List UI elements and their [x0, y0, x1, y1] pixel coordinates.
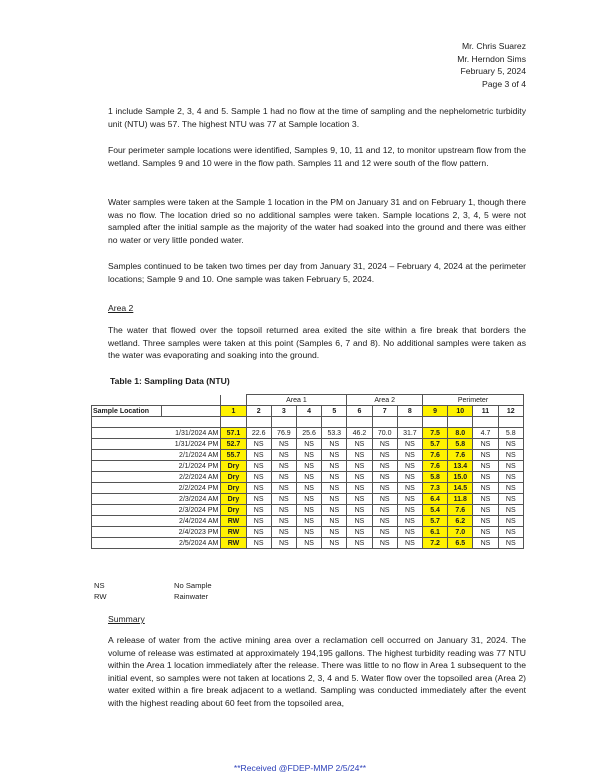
cell-sample-3: NS — [271, 538, 296, 549]
table-column-header-row — [92, 406, 524, 417]
cell-sample-3: NS — [271, 516, 296, 527]
sampling-data-table — [91, 394, 524, 549]
cell-sample-4: NS — [296, 494, 321, 505]
cell-sample-5: NS — [322, 527, 347, 538]
row-date-time: 2/1/2024 AM — [162, 450, 221, 461]
cell-sample-11: NS — [473, 483, 498, 494]
cell-sample-12: NS — [498, 483, 523, 494]
cell-sample-2: NS — [246, 527, 271, 538]
table-row — [92, 439, 524, 450]
cell-sample-9: 6.4 — [422, 494, 447, 505]
cell-sample-1: 57.1 — [221, 428, 246, 439]
row-date-time: 2/2/2024 AM — [162, 472, 221, 483]
column-header-10: 10 — [448, 406, 473, 417]
row-date-time: 2/5/2024 AM — [162, 538, 221, 549]
cell-sample-12: NS — [498, 472, 523, 483]
cell-sample-10: 13.4 — [448, 461, 473, 472]
cell-sample-1: RW — [221, 516, 246, 527]
cell-sample-11: NS — [473, 461, 498, 472]
cell-sample-3: NS — [271, 483, 296, 494]
cell-sample-9: 5.7 — [422, 516, 447, 527]
cell-sample-9: 7.2 — [422, 538, 447, 549]
cell-sample-5: NS — [322, 461, 347, 472]
cell-sample-9: 7.6 — [422, 450, 447, 461]
cell-sample-12: NS — [498, 439, 523, 450]
legend-rw-value: Rainwater — [174, 592, 209, 601]
table-row — [92, 527, 524, 538]
cell-sample-7: 70.0 — [372, 428, 397, 439]
table-caption: Table 1: Sampling Data (NTU) — [110, 376, 230, 386]
cell-sample-9: 5.8 — [422, 472, 447, 483]
cell-sample-5: NS — [322, 494, 347, 505]
cell-sample-2: NS — [246, 483, 271, 494]
paragraph-1: 1 include Sample 2, 3, 4 and 5. Sample 1 had no flow at the time of sampling and the nephelometric turbidity unit (NTU) was 57. The highest NTU was 77 at Sample location 3. — [108, 106, 526, 129]
cell-sample-11: NS — [473, 538, 498, 549]
paragraph-5: The water that flowed over the topsoil returned area exited the site within a fire break that borders the wetland. Three samples were taken at this point (Samples 6, 7 and 8). No additional samples were taken as the water was evaporating and soaking into the ground. — [108, 325, 526, 361]
table-row — [92, 450, 524, 461]
cell-sample-6: NS — [347, 494, 372, 505]
cell-sample-5: NS — [322, 538, 347, 549]
cell-sample-4: NS — [296, 461, 321, 472]
cell-sample-3: NS — [271, 505, 296, 516]
paragraph-3: Water samples were taken at the Sample 1 location in the PM on January 31 and on February 1, though there was no flow. The location dried so no additional samples were taken. Sample locations 2, 3, 4, 5 were not sampled after the initial sample as the majority of the water had soaked into the ground and there was either no water or very little ponded water. — [108, 197, 526, 245]
cell-sample-10: 5.8 — [448, 439, 473, 450]
cell-sample-8: NS — [397, 483, 422, 494]
column-header-3: 3 — [271, 406, 296, 417]
cell-sample-2: 22.6 — [246, 428, 271, 439]
cell-sample-3: NS — [271, 494, 296, 505]
letter-header — [457, 40, 526, 90]
cell-sample-12: NS — [498, 505, 523, 516]
row-date-time: 2/3/2024 PM — [162, 505, 221, 516]
cell-sample-2: NS — [246, 450, 271, 461]
cell-sample-1: Dry — [221, 505, 246, 516]
cell-sample-10: 6.2 — [448, 516, 473, 527]
column-header-2: 2 — [246, 406, 271, 417]
row-spacer-cell — [92, 450, 162, 461]
table-row — [92, 538, 524, 549]
cell-sample-6: NS — [347, 527, 372, 538]
row-date-time: 2/4/2023 PM — [162, 527, 221, 538]
cell-sample-12: NS — [498, 527, 523, 538]
cell-sample-3: NS — [271, 439, 296, 450]
cell-sample-11: NS — [473, 516, 498, 527]
row-date-time: 2/4/2024 AM — [162, 516, 221, 527]
row-date-time: 2/1/2024 PM — [162, 461, 221, 472]
row-spacer-cell — [92, 439, 162, 450]
cell-sample-10: 7.0 — [448, 527, 473, 538]
cell-sample-6: NS — [347, 483, 372, 494]
cell-sample-2: NS — [246, 439, 271, 450]
table-row — [92, 472, 524, 483]
cell-sample-3: 76.9 — [271, 428, 296, 439]
column-header-8: 8 — [397, 406, 422, 417]
cell-sample-5: NS — [322, 472, 347, 483]
paragraph-2: Four perimeter sample locations were identified, Samples 9, 10, 11 and 12, to monitor upstream flow from the wetland. Samples 9 and 10 were in the flow path. Samples 11 and 12 were south of the flow pattern. — [108, 145, 526, 168]
cell-sample-8: NS — [397, 516, 422, 527]
cell-sample-8: NS — [397, 450, 422, 461]
cell-sample-2: NS — [246, 516, 271, 527]
cell-sample-7: NS — [372, 439, 397, 450]
cell-sample-5: NS — [322, 505, 347, 516]
cell-sample-2: NS — [246, 505, 271, 516]
cell-sample-6: NS — [347, 439, 372, 450]
cell-sample-9: 6.1 — [422, 527, 447, 538]
recipient-2: Mr. Herndon Sims — [457, 53, 526, 64]
cell-sample-6: 46.2 — [347, 428, 372, 439]
row-spacer-cell — [92, 516, 162, 527]
cell-sample-7: NS — [372, 494, 397, 505]
cell-sample-7: NS — [372, 516, 397, 527]
row-spacer-cell — [92, 527, 162, 538]
cell-sample-2: NS — [246, 494, 271, 505]
paragraph-4: Samples continued to be taken two times per day from January 31, 2024 – February 4, 2024 at the perimeter locations; Sample 9 and 10. One sample was taken February 5, 2024. — [108, 261, 526, 284]
cell-sample-5: NS — [322, 439, 347, 450]
cell-sample-8: NS — [397, 538, 422, 549]
cell-sample-7: NS — [372, 461, 397, 472]
column-header-12: 12 — [498, 406, 523, 417]
row-date-time: 2/2/2024 PM — [162, 483, 221, 494]
cell-sample-1: Dry — [221, 461, 246, 472]
cell-sample-12: 5.8 — [498, 428, 523, 439]
cell-sample-10: 6.5 — [448, 538, 473, 549]
column-header-6: 6 — [347, 406, 372, 417]
cell-sample-7: NS — [372, 483, 397, 494]
row-spacer-cell — [92, 461, 162, 472]
row-spacer-cell — [92, 483, 162, 494]
row-spacer-cell — [92, 494, 162, 505]
cell-sample-3: NS — [271, 527, 296, 538]
table-spacer-row — [92, 417, 524, 428]
cell-sample-5: 53.3 — [322, 428, 347, 439]
cell-sample-6: NS — [347, 538, 372, 549]
cell-sample-6: NS — [347, 472, 372, 483]
column-header-4: 4 — [296, 406, 321, 417]
column-header-11: 11 — [473, 406, 498, 417]
area-2-header: Area 2 — [347, 395, 423, 406]
cell-sample-4: NS — [296, 450, 321, 461]
column-header-9: 9 — [422, 406, 447, 417]
cell-sample-2: NS — [246, 538, 271, 549]
cell-sample-8: NS — [397, 505, 422, 516]
sample-location-label: Sample Location — [92, 406, 162, 417]
cell-sample-10: 14.5 — [448, 483, 473, 494]
cell-sample-11: NS — [473, 527, 498, 538]
summary-paragraph: A release of water from the active mining area over a reclamation cell occurred on January 31, 2024. The volume of release was estimated at approximately 194,195 gallons. The highest turbidity reading was 77 NTU within the Area 1 location immediately after the release. There was little to no flow in Area 1 subsequent to the initial event, so samples were not taken at locations 2, 3, 4 and 5. Water flow over the topsoiled area (Area 2) water exited within a fire break adjacent to a wetland. Sampling was conducted immediately after the event with the highest reading about 60 feet from the topsoiled area, — [108, 635, 526, 708]
cell-sample-1: 52.7 — [221, 439, 246, 450]
area-1-header: Area 1 — [246, 395, 347, 406]
cell-sample-4: NS — [296, 505, 321, 516]
column-header-7: 7 — [372, 406, 397, 417]
received-stamp: **Received @FDEP-MMP 2/5/24** — [233, 763, 367, 773]
cell-sample-6: NS — [347, 461, 372, 472]
cell-sample-9: 5.4 — [422, 505, 447, 516]
cell-sample-3: NS — [271, 472, 296, 483]
page-number: Page 3 of 4 — [482, 78, 526, 89]
row-date-time: 2/3/2024 AM — [162, 494, 221, 505]
area-2-heading: Area 2 — [108, 303, 134, 313]
column-header-1: 1 — [221, 406, 246, 417]
summary-heading: Summary — [108, 614, 145, 624]
cell-sample-6: NS — [347, 516, 372, 527]
perimeter-header: Perimeter — [422, 395, 523, 406]
cell-sample-6: NS — [347, 450, 372, 461]
cell-sample-10: 11.8 — [448, 494, 473, 505]
cell-sample-12: NS — [498, 450, 523, 461]
cell-sample-1: Dry — [221, 483, 246, 494]
row-date-time: 1/31/2024 PM — [162, 439, 221, 450]
cell-sample-4: NS — [296, 439, 321, 450]
cell-sample-5: NS — [322, 450, 347, 461]
table-row — [92, 428, 524, 439]
cell-sample-11: 4.7 — [473, 428, 498, 439]
cell-sample-11: NS — [473, 439, 498, 450]
cell-sample-4: NS — [296, 472, 321, 483]
cell-sample-8: 31.7 — [397, 428, 422, 439]
table-group-header-row — [92, 395, 524, 406]
cell-sample-1: 55.7 — [221, 450, 246, 461]
row-date-time: 1/31/2024 AM — [162, 428, 221, 439]
cell-sample-8: NS — [397, 527, 422, 538]
cell-sample-1: Dry — [221, 472, 246, 483]
cell-sample-9: 7.5 — [422, 428, 447, 439]
column-header-5: 5 — [322, 406, 347, 417]
cell-sample-7: NS — [372, 538, 397, 549]
cell-sample-1: RW — [221, 527, 246, 538]
table-row — [92, 483, 524, 494]
cell-sample-10: 15.0 — [448, 472, 473, 483]
cell-sample-8: NS — [397, 472, 422, 483]
cell-sample-11: NS — [473, 450, 498, 461]
cell-sample-8: NS — [397, 461, 422, 472]
cell-sample-12: NS — [498, 516, 523, 527]
row-spacer-cell — [92, 538, 162, 549]
cell-sample-3: NS — [271, 461, 296, 472]
legend-rw-key: RW — [94, 592, 107, 601]
table-row — [92, 494, 524, 505]
cell-sample-1: RW — [221, 538, 246, 549]
cell-sample-2: NS — [246, 461, 271, 472]
cell-sample-8: NS — [397, 494, 422, 505]
table-row — [92, 505, 524, 516]
table-row — [92, 461, 524, 472]
cell-sample-9: 7.3 — [422, 483, 447, 494]
cell-sample-4: NS — [296, 527, 321, 538]
cell-sample-6: NS — [347, 505, 372, 516]
legend-ns-key: NS — [94, 581, 105, 590]
cell-sample-12: NS — [498, 538, 523, 549]
table-row — [92, 516, 524, 527]
row-spacer-cell — [92, 472, 162, 483]
letter-date: February 5, 2024 — [460, 66, 526, 77]
cell-sample-1: Dry — [221, 494, 246, 505]
cell-sample-7: NS — [372, 527, 397, 538]
cell-sample-7: NS — [372, 472, 397, 483]
cell-sample-5: NS — [322, 483, 347, 494]
cell-sample-3: NS — [271, 450, 296, 461]
cell-sample-8: NS — [397, 439, 422, 450]
cell-sample-12: NS — [498, 461, 523, 472]
table-legend — [94, 580, 212, 602]
cell-sample-4: 25.6 — [296, 428, 321, 439]
legend-ns-value: No Sample — [174, 581, 212, 590]
cell-sample-7: NS — [372, 450, 397, 461]
row-spacer-cell — [92, 428, 162, 439]
cell-sample-11: NS — [473, 505, 498, 516]
recipient-1: Mr. Chris Suarez — [462, 41, 526, 51]
cell-sample-4: NS — [296, 483, 321, 494]
cell-sample-9: 7.6 — [422, 461, 447, 472]
cell-sample-4: NS — [296, 538, 321, 549]
cell-sample-11: NS — [473, 494, 498, 505]
cell-sample-12: NS — [498, 494, 523, 505]
cell-sample-4: NS — [296, 516, 321, 527]
cell-sample-7: NS — [372, 505, 397, 516]
cell-sample-10: 7.6 — [448, 505, 473, 516]
cell-sample-10: 7.6 — [448, 450, 473, 461]
row-spacer-cell — [92, 505, 162, 516]
cell-sample-10: 8.0 — [448, 428, 473, 439]
cell-sample-2: NS — [246, 472, 271, 483]
cell-sample-5: NS — [322, 516, 347, 527]
cell-sample-9: 5.7 — [422, 439, 447, 450]
cell-sample-11: NS — [473, 472, 498, 483]
